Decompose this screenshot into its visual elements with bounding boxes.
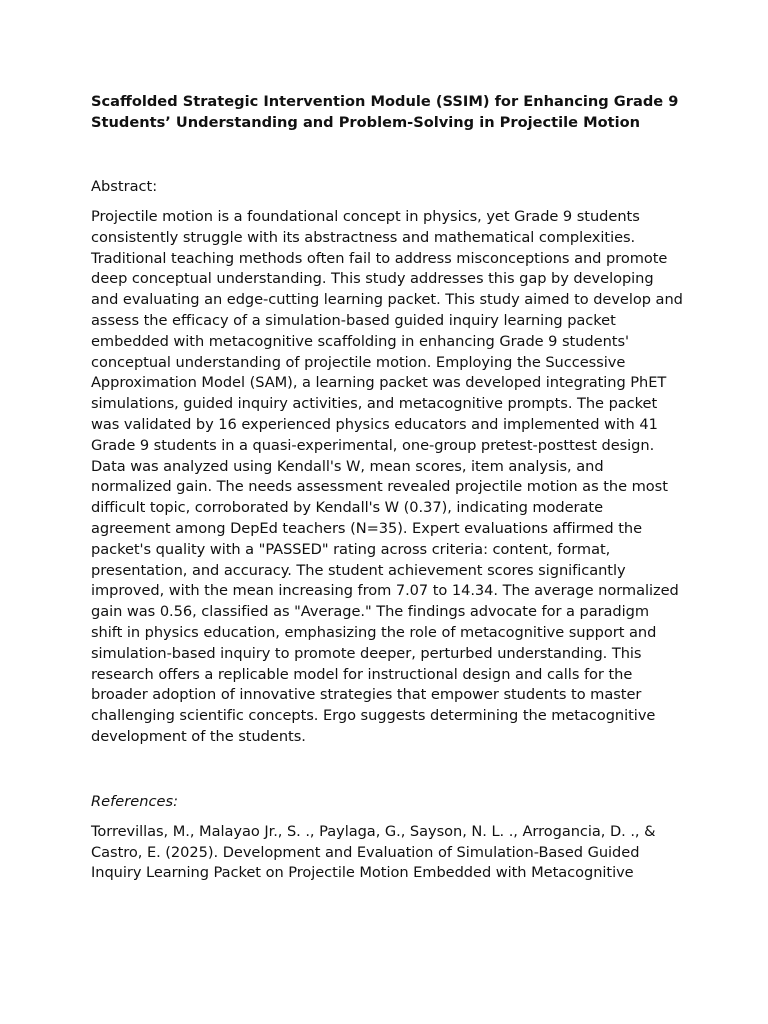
document-page [91, 91, 683, 884]
document-title: Scaffolded Strategic Intervention Module (SSIM) for Enhancing Grade 9 Students’ Understanding and Problem-Solving in Projectile Motion [91, 93, 679, 131]
reference-entry: Torrevillas, M., Malayao Jr., S. ., Paylaga, G., Sayson, N. L. ., Arrogancia, D. ., & Castro, E. (2025). Development and Evaluation of Simulation-Based Guided Inquiry Learning Packet on Projectile Motion Embedded with Metacognitive [91, 822, 656, 882]
references-label: References: [91, 792, 178, 810]
abstract-paragraph: Projectile motion is a foundational concept in physics, yet Grade 9 students consistently struggle with its abstractness and mathematical complexities. Traditional teaching methods often fail to address misconceptions and promote deep conceptual understanding. This study addresses this gap by developing and evaluating an edge-cutting learning packet. This study aimed to develop and assess the efficacy of a simulation-based guided inquiry learning packet embedded with metacognitive scaffolding in enhancing Grade 9 students' conceptual understanding of projectile motion. Employing the Successive Approximation Model (SAM), a learning packet was developed integrating PhET simulations, guided inquiry activities, and metacognitive prompts. The packet was validated by 16 experienced physics educators and implemented with 41 Grade 9 students in a quasi-experimental, one-group pretest-posttest design. Data was analyzed using Kendall's W, mean scores, item analysis, and normalized gain. The needs assessment revealed projectile motion as the most difficult topic, corroborated by Kendall's W (0.37), indicating moderate agreement among DepEd teachers (N=35). Expert evaluations affirmed the packet's quality with a "PASSED" rating across criteria: content, format, presentation, and accuracy. The student achievement scores significantly improved, with the mean increasing from 7.07 to 14.34. The average normalized gain was 0.56, classified as "Average." The findings advocate for a paradigm shift in physics education, emphasizing the role of metacognitive support and simulation-based inquiry to promote deeper, perturbed understanding. This research offers a replicable model for instructional design and calls for the broader adoption of innovative strategies that empower students to master challenging scientific concepts. Ergo suggests determining the metacognitive development of the students. [91, 208, 683, 745]
abstract-label: Abstract: [91, 178, 158, 195]
